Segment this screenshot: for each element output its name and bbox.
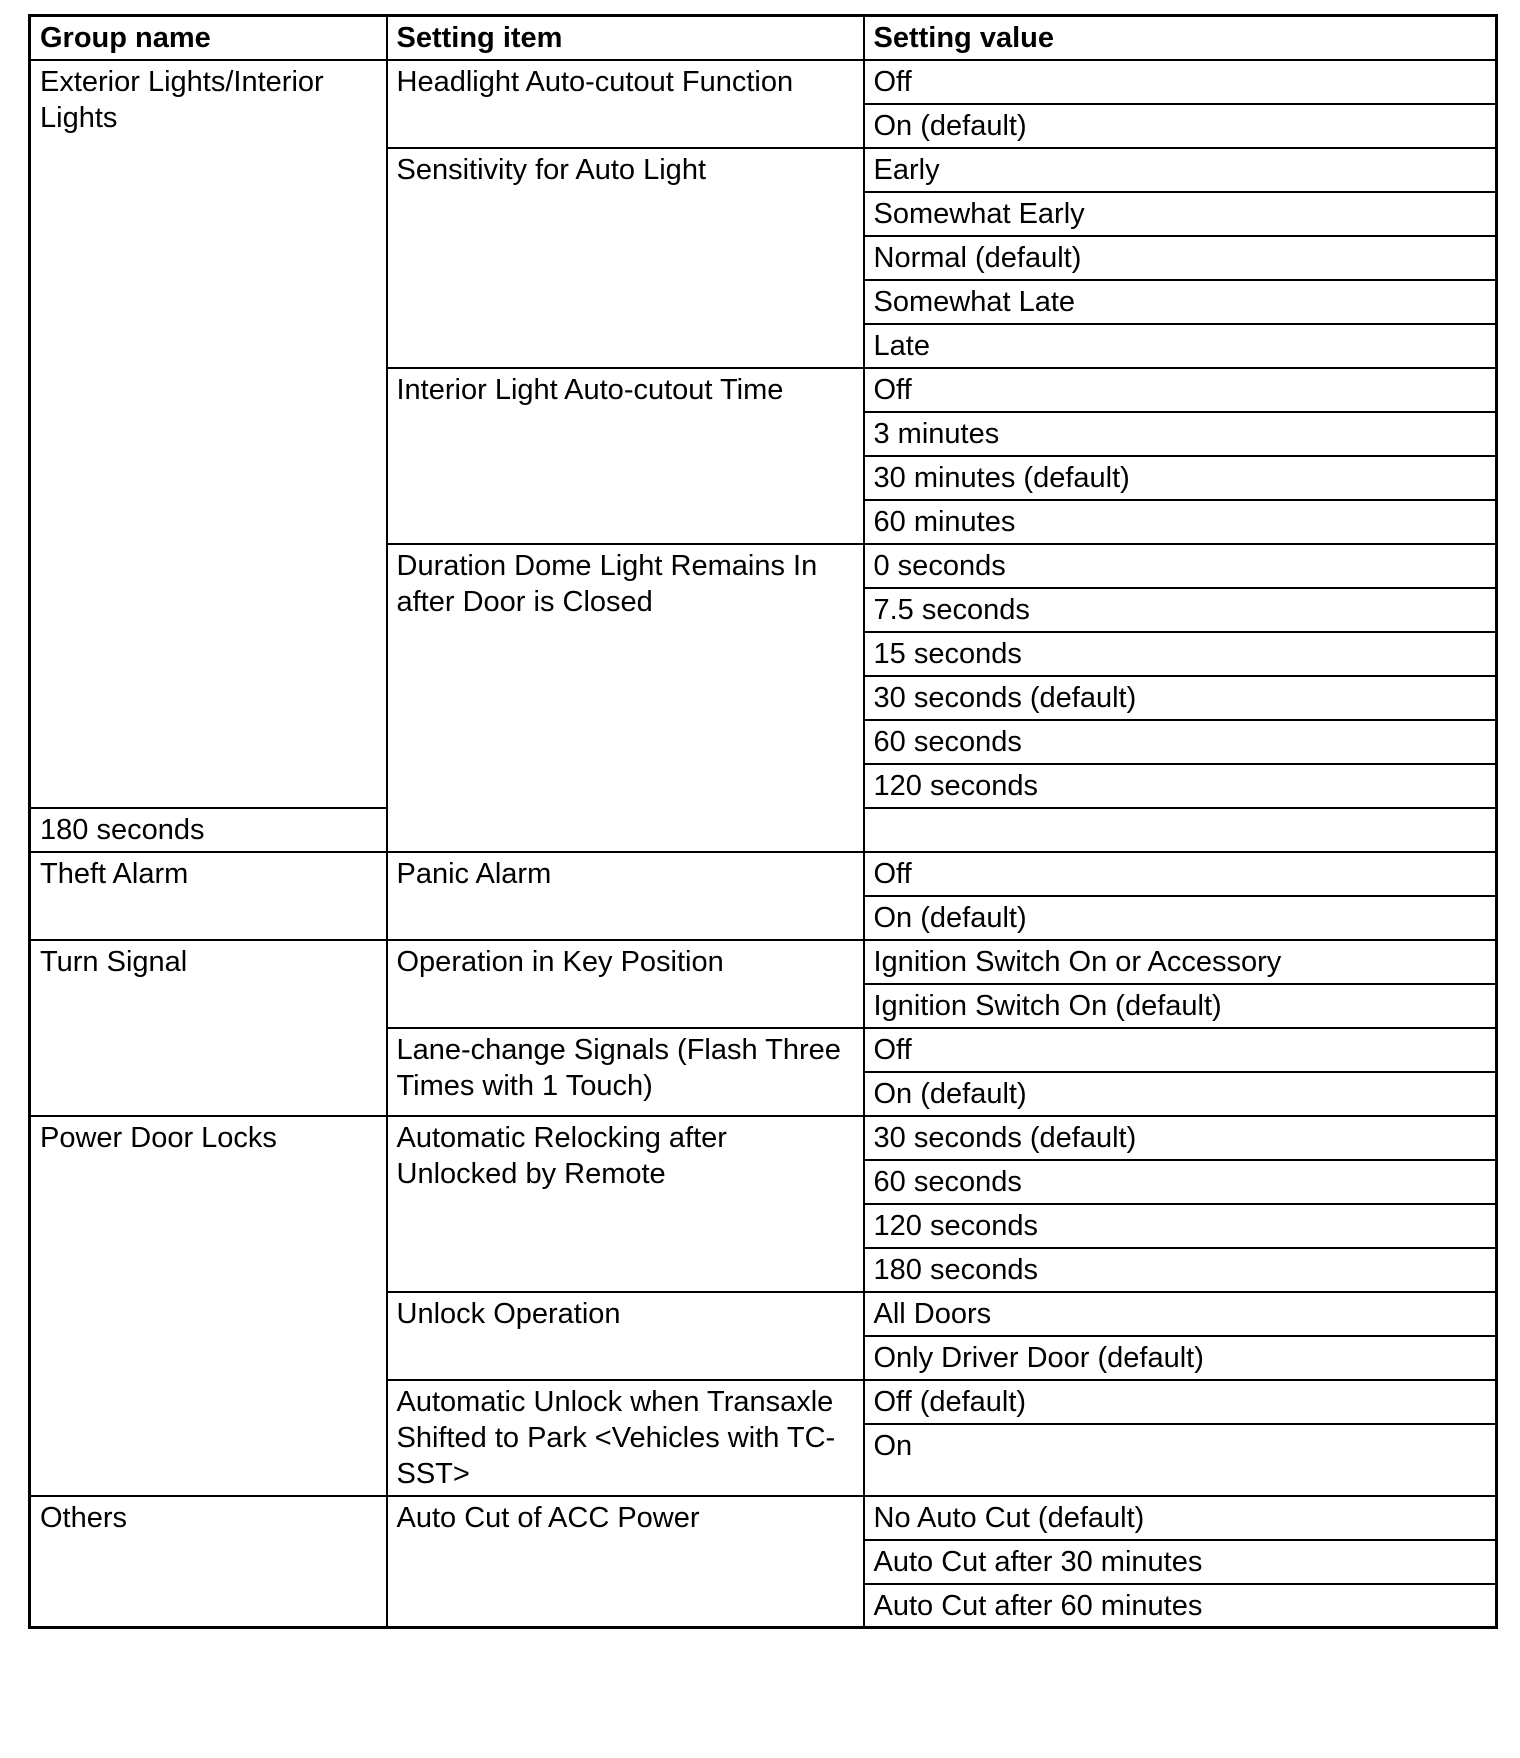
setting-value-cell: Off	[864, 60, 1497, 104]
setting-item-cell: Sensitivity for Auto Light	[387, 148, 864, 368]
setting-value-cell: Somewhat Late	[864, 280, 1497, 324]
setting-value-cell: On (default)	[864, 896, 1497, 940]
setting-value-cell: No Auto Cut (default)	[864, 1496, 1497, 1540]
setting-value-cell: 60 seconds	[864, 720, 1497, 764]
group-name-cell: Exterior Lights/Interior Lights	[30, 60, 387, 808]
table-row	[30, 1496, 1497, 1540]
setting-value-cell: 15 seconds	[864, 632, 1497, 676]
setting-item-cell: Unlock Operation	[387, 1292, 864, 1380]
setting-value-cell: 30 seconds (default)	[864, 1116, 1497, 1160]
setting-item-cell: Automatic Unlock when Transaxle Shifted to Park <Vehicles with TC-SST>	[387, 1380, 864, 1496]
group-name-cell: Others	[30, 1496, 387, 1628]
setting-value-cell: 120 seconds	[864, 764, 1497, 808]
setting-value-cell: Normal (default)	[864, 236, 1497, 280]
settings-table	[28, 14, 1498, 1629]
setting-item-cell: Duration Dome Light Remains In after Door is Closed	[387, 544, 864, 852]
group-name-cell: Theft Alarm	[30, 852, 387, 940]
header-row	[30, 16, 1497, 60]
table-row	[30, 852, 1497, 896]
setting-value-cell: Off (default)	[864, 1380, 1497, 1424]
setting-value-cell: 180 seconds	[30, 808, 387, 852]
header-setting-value: Setting value	[864, 16, 1497, 60]
header-group-name: Group name	[30, 16, 387, 60]
table-row	[30, 940, 1497, 984]
setting-value-cell: 0 seconds	[864, 544, 1497, 588]
table-row	[30, 1116, 1497, 1160]
setting-value-cell: 180 seconds	[864, 1248, 1497, 1292]
setting-value-cell: 30 seconds (default)	[864, 676, 1497, 720]
setting-item-cell: Headlight Auto-cutout Function	[387, 60, 864, 148]
setting-value-cell: Auto Cut after 30 minutes	[864, 1540, 1497, 1584]
setting-value-cell: All Doors	[864, 1292, 1497, 1336]
setting-value-cell: On (default)	[864, 1072, 1497, 1116]
setting-value-cell: Off	[864, 852, 1497, 896]
setting-value-cell: Auto Cut after 60 minutes	[864, 1584, 1497, 1628]
setting-item-cell: Automatic Relocking after Unlocked by Remote	[387, 1116, 864, 1292]
setting-value-cell: 60 minutes	[864, 500, 1497, 544]
table-row	[30, 60, 1497, 104]
group-name-cell: Turn Signal	[30, 940, 387, 1116]
setting-value-cell: 30 minutes (default)	[864, 456, 1497, 500]
setting-item-cell: Auto Cut of ACC Power	[387, 1496, 864, 1628]
setting-value-cell: Off	[864, 1028, 1497, 1072]
setting-value-cell: 120 seconds	[864, 1204, 1497, 1248]
setting-value-cell: Somewhat Early	[864, 192, 1497, 236]
setting-value-cell: Ignition Switch On (default)	[864, 984, 1497, 1028]
setting-value-cell: 3 minutes	[864, 412, 1497, 456]
setting-item-cell: Operation in Key Position	[387, 940, 864, 1028]
setting-value-cell: Early	[864, 148, 1497, 192]
setting-value-cell: Off	[864, 368, 1497, 412]
setting-item-cell: Lane-change Signals (Flash Three Times with 1 Touch)	[387, 1028, 864, 1116]
setting-item-cell: Interior Light Auto-cutout Time	[387, 368, 864, 544]
header-setting-item: Setting item	[387, 16, 864, 60]
setting-value-cell: On (default)	[864, 104, 1497, 148]
group-name-cell: Power Door Locks	[30, 1116, 387, 1496]
setting-value-cell: On	[864, 1424, 1497, 1496]
setting-value-cell: 60 seconds	[864, 1160, 1497, 1204]
setting-value-cell: Ignition Switch On or Accessory	[864, 940, 1497, 984]
setting-value-cell: Late	[864, 324, 1497, 368]
setting-value-cell: 7.5 seconds	[864, 588, 1497, 632]
setting-value-cell: Only Driver Door (default)	[864, 1336, 1497, 1380]
setting-item-cell: Panic Alarm	[387, 852, 864, 940]
